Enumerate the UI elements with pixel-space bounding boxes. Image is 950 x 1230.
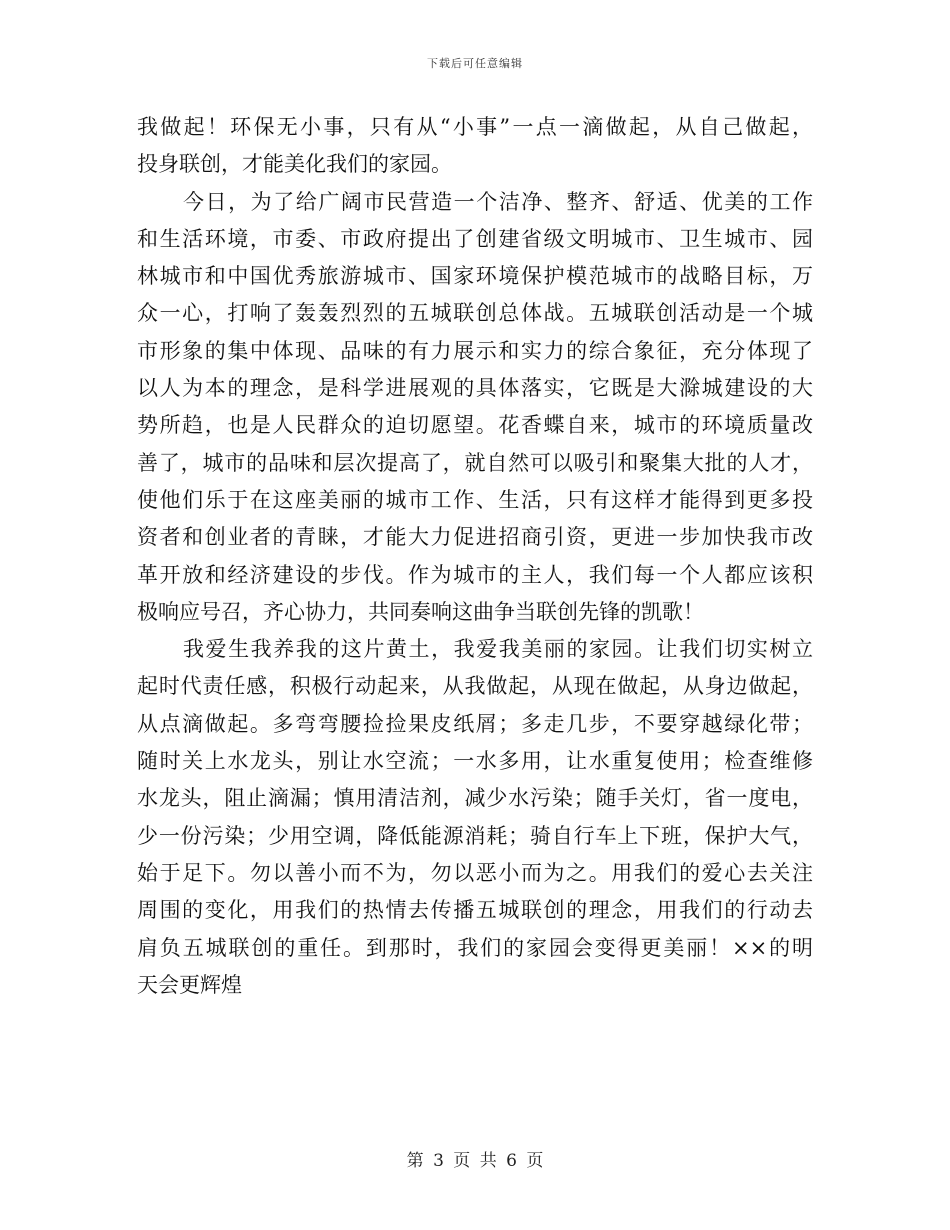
paragraph-start-line: 我爱生我养我的这片黄土，我爱我美丽的家园。让我们切实树立 bbox=[183, 637, 813, 662]
text-line: 使他们乐于在这座美丽的城市工作、生活，只有这样才能得到更多投 bbox=[137, 487, 813, 512]
text-line: 势所趋，也是人民群众的迫切愿望。花香蝶自来，城市的环境质量改 bbox=[137, 413, 813, 438]
text-line: 林城市和中国优秀旅游城市、国家环境保护模范城市的战略目标，万 bbox=[137, 264, 813, 289]
text-line: 投身联创，才能美化我们的家园。 bbox=[137, 152, 452, 177]
text-line: 随时关上水龙头，别让水空流；一水多用，让水重复使用；检查维修 bbox=[137, 749, 813, 774]
text-line: 极响应号召，齐心协力，共同奏响这曲争当联创先锋的凯歌！ bbox=[137, 599, 704, 624]
paragraph-start-line: 今日，为了给广阔市民营造一个洁净、整齐、舒适、优美的工作 bbox=[183, 189, 813, 214]
text-line: 天会更辉煌 bbox=[137, 972, 242, 997]
header-note: 下载后可任意编辑 bbox=[427, 57, 523, 70]
text-line: 周围的变化，用我们的热情去传播五城联创的理念，用我们的行动去 bbox=[137, 898, 813, 923]
text-line: 以人为本的理念，是科学进展观的具体落实，它既是大滁城建设的大 bbox=[137, 376, 813, 401]
text-line: 我做起！环保无小事，只有从“小事”一点一滴做起，从自己做起， bbox=[137, 115, 813, 139]
text-line: 起时代责任感，积极行动起来，从我做起，从现在做起，从身边做起， bbox=[137, 674, 813, 699]
text-line: 始于足下。勿以善小而不为，勿以恶小而为之。用我们的爱心去关注 bbox=[137, 860, 813, 885]
text-line: 从点滴做起。多弯弯腰捡捡果皮纸屑；多走几步，不要穿越绿化带； bbox=[137, 711, 813, 736]
text-line: 善了，城市的品味和层次提高了，就自然可以吸引和聚集大批的人才， bbox=[137, 450, 813, 475]
document-body bbox=[137, 109, 813, 1004]
text-line: 资者和创业者的青睐，才能大力促进招商引资，更进一步加快我市改 bbox=[137, 525, 813, 550]
page-number: 第 3 页 共 6 页 bbox=[406, 1151, 544, 1171]
text-line: 市形象的集中体现、品味的有力展示和实力的综合象征，充分体现了 bbox=[137, 338, 813, 363]
text-line: 和生活环境，市委、市政府提出了创建省级文明城市、卫生城市、园 bbox=[137, 226, 813, 251]
text-line: 水龙头，阻止滴漏；慎用清洁剂，减少水污染；随手关灯，省一度电， bbox=[137, 786, 813, 811]
text-line: 革开放和经济建设的步伐。作为城市的主人，我们每一个人都应该积 bbox=[137, 562, 813, 587]
text-line: 众一心，打响了轰轰烈烈的五城联创总体战。五城联创活动是一个城 bbox=[137, 301, 813, 326]
text-line: 肩负五城联创的重任。到那时，我们的家园会变得更美丽！××的明 bbox=[137, 935, 813, 960]
text-line: 少一份污染；少用空调，降低能源消耗；骑自行车上下班，保护大气， bbox=[137, 823, 813, 848]
